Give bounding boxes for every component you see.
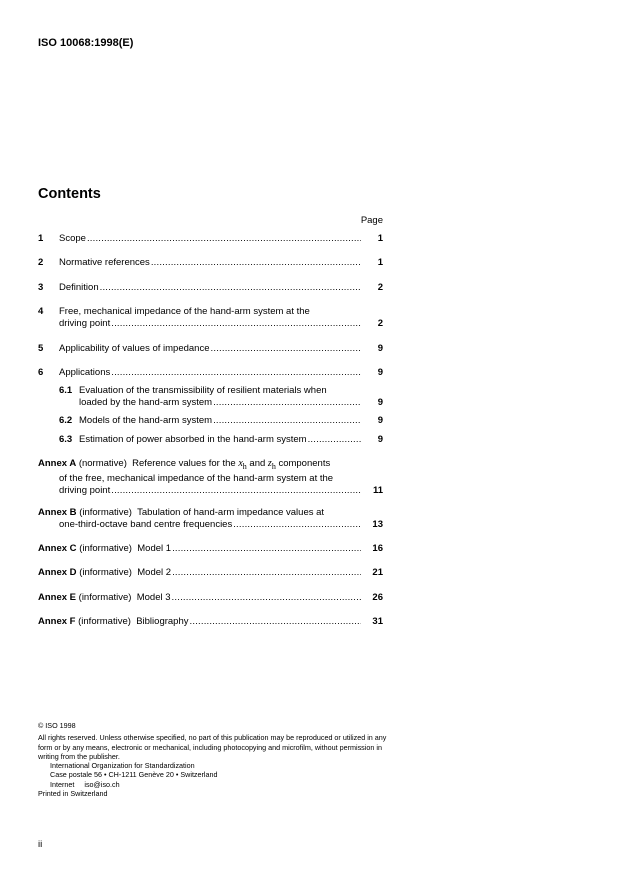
toc-number: 1 xyxy=(38,233,44,244)
toc-annex-f[interactable]: Annex F (informative) Bibliography ..... 31 xyxy=(38,616,383,628)
toc-entry-6-2[interactable]: 6.2 Models of the hand-arm system ..... 9 xyxy=(38,415,383,427)
toc-page: 2 xyxy=(377,282,383,293)
rights-text: All rights reserved. Unless otherwise specified, no part of this publication may be reproduced or utilized in any form or by any means, electronic or mechanical, including photocopying and microfilm, without permission in writing from the publisher. xyxy=(38,733,387,761)
toc-page: 1 xyxy=(377,233,383,244)
toc-number: 6.1 xyxy=(59,385,73,396)
toc-number: 2 xyxy=(38,257,44,268)
toc-entry-3[interactable]: 3 Definition ..... 2 xyxy=(38,282,383,294)
org-internet: Internet iso@iso.ch xyxy=(50,779,120,789)
toc-page: 26 xyxy=(372,592,383,603)
toc-entry-6-1[interactable]: 6.1 Evaluation of the transmissibility of resilient materials when loaded by the hand-arm system ..... 9 xyxy=(38,385,383,409)
toc-number: 6 xyxy=(38,367,44,378)
toc-number: 4 xyxy=(38,306,44,317)
toc-annex-e[interactable]: Annex E (informative) Model 3 ..... 26 xyxy=(38,592,383,604)
toc-page: 31 xyxy=(372,616,383,627)
printed-in: Printed in Switzerland xyxy=(38,789,108,799)
toc-page: 16 xyxy=(372,543,383,554)
toc-number: 6.2 xyxy=(59,415,73,426)
org-name: International Organization for Standardization xyxy=(50,761,195,771)
toc-entry-2[interactable]: 2 Normative references ..... 1 xyxy=(38,257,383,269)
toc-number: 6.3 xyxy=(59,434,73,445)
toc-number: 3 xyxy=(38,282,44,293)
toc-annex-b[interactable]: Annex B (informative) Tabulation of hand-arm impedance values at one-third-octave band centre frequencies ..... 13 xyxy=(38,507,383,531)
contents-title: Contents xyxy=(38,186,101,202)
toc-entry-6[interactable]: 6 Applications ..... 9 xyxy=(38,367,383,379)
toc-page: 9 xyxy=(377,397,383,408)
document-id-header: ISO 10068:1998(E) xyxy=(38,37,134,49)
toc-page: 9 xyxy=(377,434,383,445)
toc-page: 11 xyxy=(372,485,383,496)
toc-annex-d[interactable]: Annex D (informative) Model 2 ..... 21 xyxy=(38,567,383,579)
toc-page: 2 xyxy=(377,318,383,329)
toc-entry-6-3[interactable]: 6.3 Estimation of power absorbed in the hand-arm system ..... 9 xyxy=(38,434,383,446)
toc-number: 5 xyxy=(38,343,44,354)
copyright-notice xyxy=(38,721,398,798)
page-number: ii xyxy=(38,839,43,850)
toc-page: 9 xyxy=(377,343,383,354)
toc-entry-4[interactable]: 4 Free, mechanical impedance of the hand-arm system at the driving point ..... 2 xyxy=(38,306,383,330)
page-column-label: Page xyxy=(360,215,383,226)
toc-annex-c[interactable]: Annex C (informative) Model 1 ..... 16 xyxy=(38,543,383,555)
toc-page: 1 xyxy=(377,257,383,268)
toc-page: 13 xyxy=(372,519,383,530)
copyright-line: © ISO 1998 xyxy=(38,721,76,730)
toc-page: 21 xyxy=(372,567,383,578)
toc-annex-a[interactable]: Annex A (normative) Reference values for the $x_h$ and $z_h$ components of the free, mechanical impedance of the hand-arm system at the driving point ..... 11 xyxy=(38,458,383,497)
toc-page: 9 xyxy=(377,415,383,426)
toc-page: 9 xyxy=(377,367,383,378)
toc-entry-5[interactable]: 5 Applicability of values of impedance ..... 9 xyxy=(38,343,383,355)
toc-entry-1[interactable]: 1 Scope ..... 1 xyxy=(38,233,383,245)
org-address: Case postale 56 • CH-1211 Genève 20 • Switzerland xyxy=(50,770,218,780)
